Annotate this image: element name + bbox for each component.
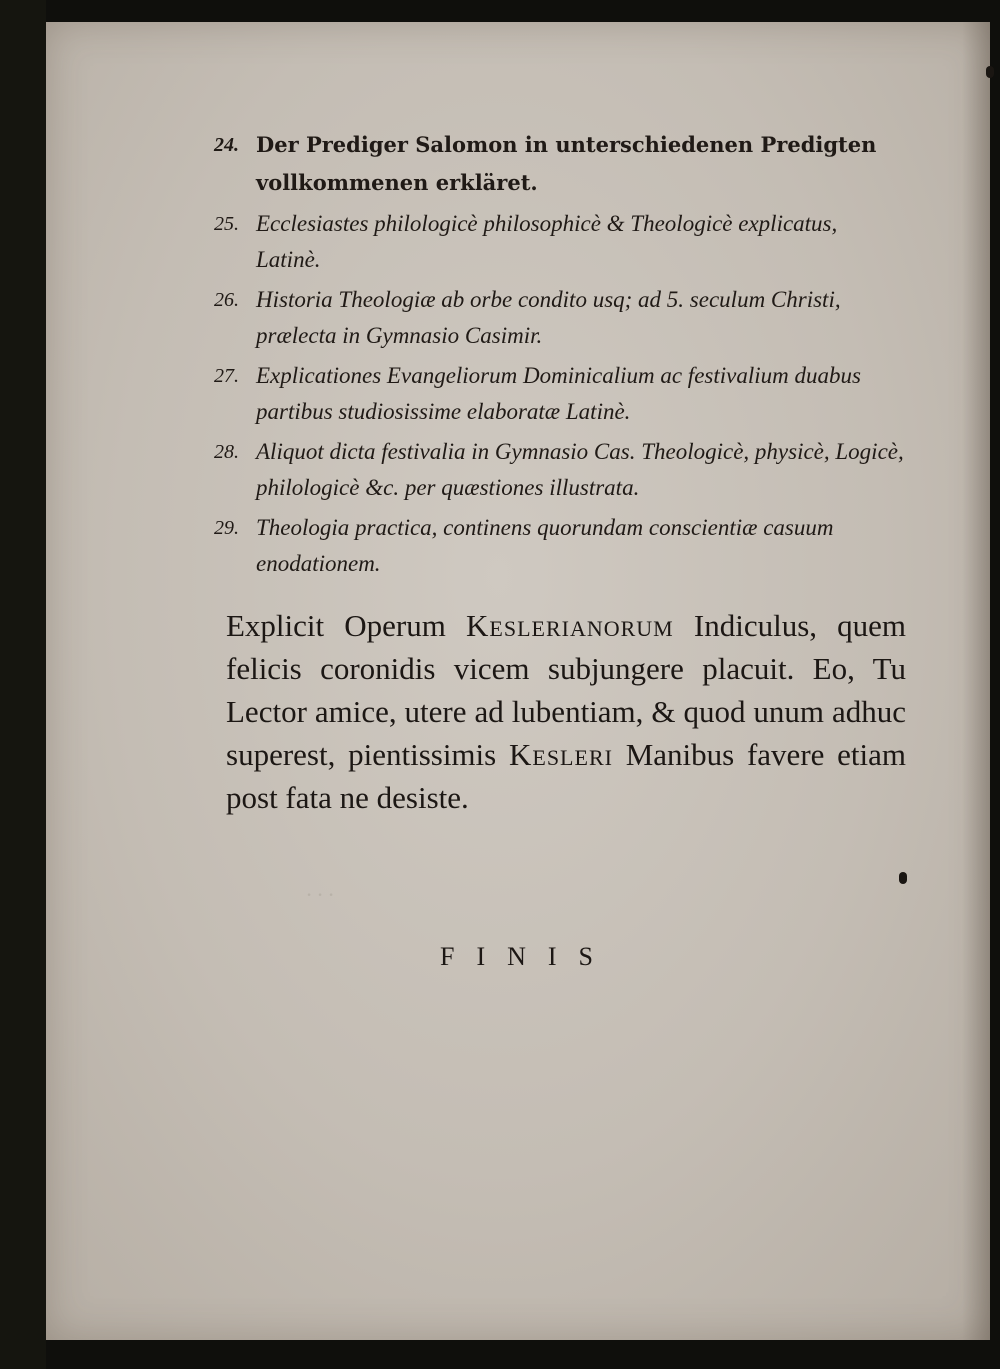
entry-number: 26. bbox=[214, 289, 239, 311]
explicit-paragraph bbox=[226, 604, 906, 819]
entry-number: 24. bbox=[214, 134, 239, 156]
author-name: Keslerianorum bbox=[466, 608, 674, 643]
explicit-text-2: Indiculus, quem felicis coronidis vicem subjungere placuit. Eo, Tu Lector amice, utere ad lubentiam, & quod unum adhuc superest, pientissimis bbox=[226, 608, 907, 772]
entry-number: 25. bbox=[214, 213, 239, 235]
entry-text: Der Prediger Salomon in unterschiedenen Predigten vollkommenen erkläret. bbox=[256, 132, 877, 195]
ink-spot bbox=[986, 66, 994, 78]
list-item bbox=[214, 358, 904, 430]
entry-number: 28. bbox=[214, 441, 239, 463]
works-list bbox=[214, 126, 904, 586]
entry-text: Explicationes Evangeliorum Dominicalium ac festivalium duabus partibus studiosissime elaboratæ Latinè. bbox=[256, 363, 861, 424]
list-item bbox=[214, 282, 904, 354]
entry-text: Ecclesiastes philologicè philosophicè & Theologicè explicatus, Latinè. bbox=[256, 211, 838, 272]
entry-number: 27. bbox=[214, 365, 239, 387]
entry-text: Historia Theologiæ ab orbe condito usq; ad 5. seculum Christi, prælecta in Gymnasio Casimir. bbox=[256, 287, 841, 348]
scan-background-edge bbox=[0, 0, 46, 1369]
entry-text: Theologia practica, continens quorundam conscientiæ casuum enodationem. bbox=[256, 515, 834, 576]
show-through-text: · · · bbox=[306, 882, 334, 907]
entry-text: Aliquot dicta festivalia in Gymnasio Cas. Theologicè, physicè, Logicè, philologicè &c. per quæstiones illustrata. bbox=[256, 439, 904, 500]
list-item bbox=[214, 434, 904, 506]
entry-number: 29. bbox=[214, 517, 239, 539]
list-item bbox=[214, 206, 904, 278]
author-name: Kesleri bbox=[509, 737, 613, 772]
list-item bbox=[214, 510, 904, 582]
ink-spot bbox=[899, 872, 907, 884]
list-item bbox=[214, 126, 904, 202]
finis-heading: FINIS bbox=[440, 942, 616, 971]
explicit-text-3: Manibus favere etiam post fata ne desiste. bbox=[226, 737, 907, 815]
explicit-text-1: Explicit Operum bbox=[226, 608, 446, 643]
